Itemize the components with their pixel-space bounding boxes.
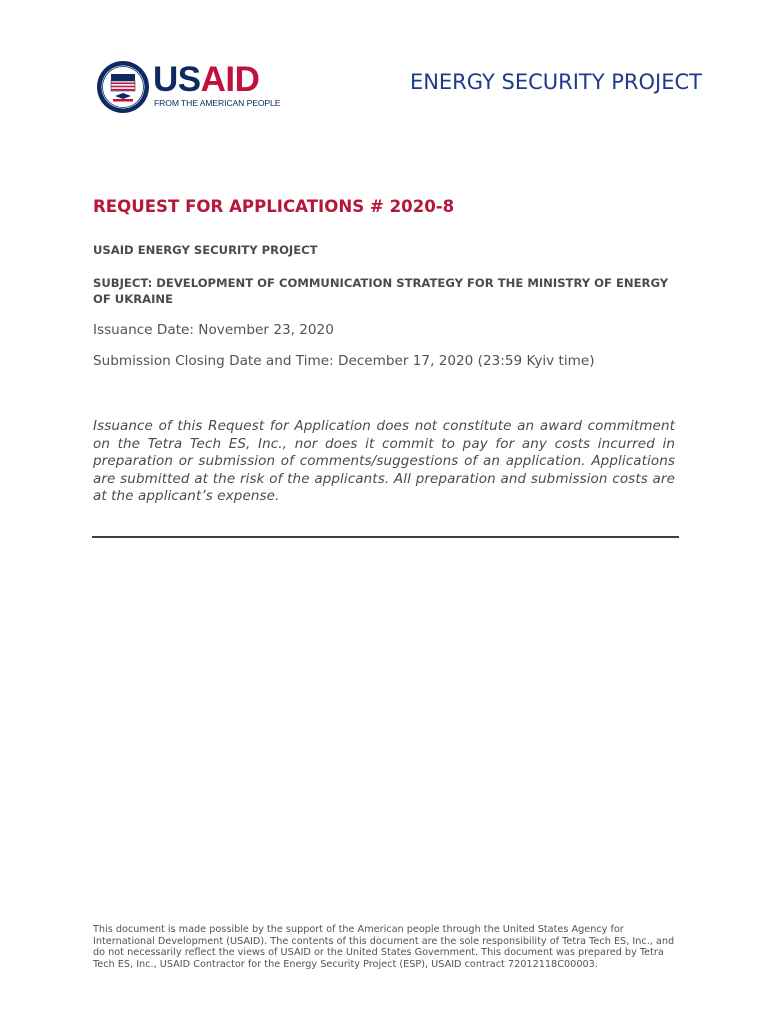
section-divider (92, 536, 679, 538)
project-title: ENERGY SECURITY PROJECT (409, 70, 702, 94)
usaid-seal-icon (96, 60, 150, 114)
issuance-date: Issuance Date: November 23, 2020 (93, 322, 334, 338)
logo-tagline: FROM THE AMERICAN PEOPLE (154, 98, 281, 108)
usaid-logo (96, 60, 282, 116)
usaid-wordmark: USAID (153, 60, 260, 99)
disclaimer-paragraph: Issuance of this Request for Application does not constitute an award commitment on the Tetra Tech ES, Inc., nor does it commit to pay for any costs incurred in preparation or submission of comments/suggestions of an application. Applications are submitted at the risk of the applicants. All preparation and submission costs are at the applicant’s expense. (93, 418, 675, 504)
subject-line: SUBJECT: DEVELOPMENT OF COMMUNICATION STRATEGY FOR THE MINISTRY OF ENERGY OF UKRAINE (93, 276, 669, 306)
rfa-title: REQUEST FOR APPLICATIONS # 2020-8 (93, 197, 455, 216)
project-name: USAID ENERGY SECURITY PROJECT (93, 243, 318, 257)
closing-date: Submission Closing Date and Time: December 17, 2020 (23:59 Kyiv time) (93, 353, 595, 369)
footer-note: This document is made possible by the support of the American people through the United States Agency for International Development (USAID). The contents of this document are the sole responsibility of Tetra Tech ES, Inc., and do not necessarily reflect the views of USAID or the United States Government. This document was prepared by Tetra Tech ES, Inc., USAID Contractor for the Energy Security Project (ESP), USAID contract 72012118C00003. (93, 924, 675, 970)
